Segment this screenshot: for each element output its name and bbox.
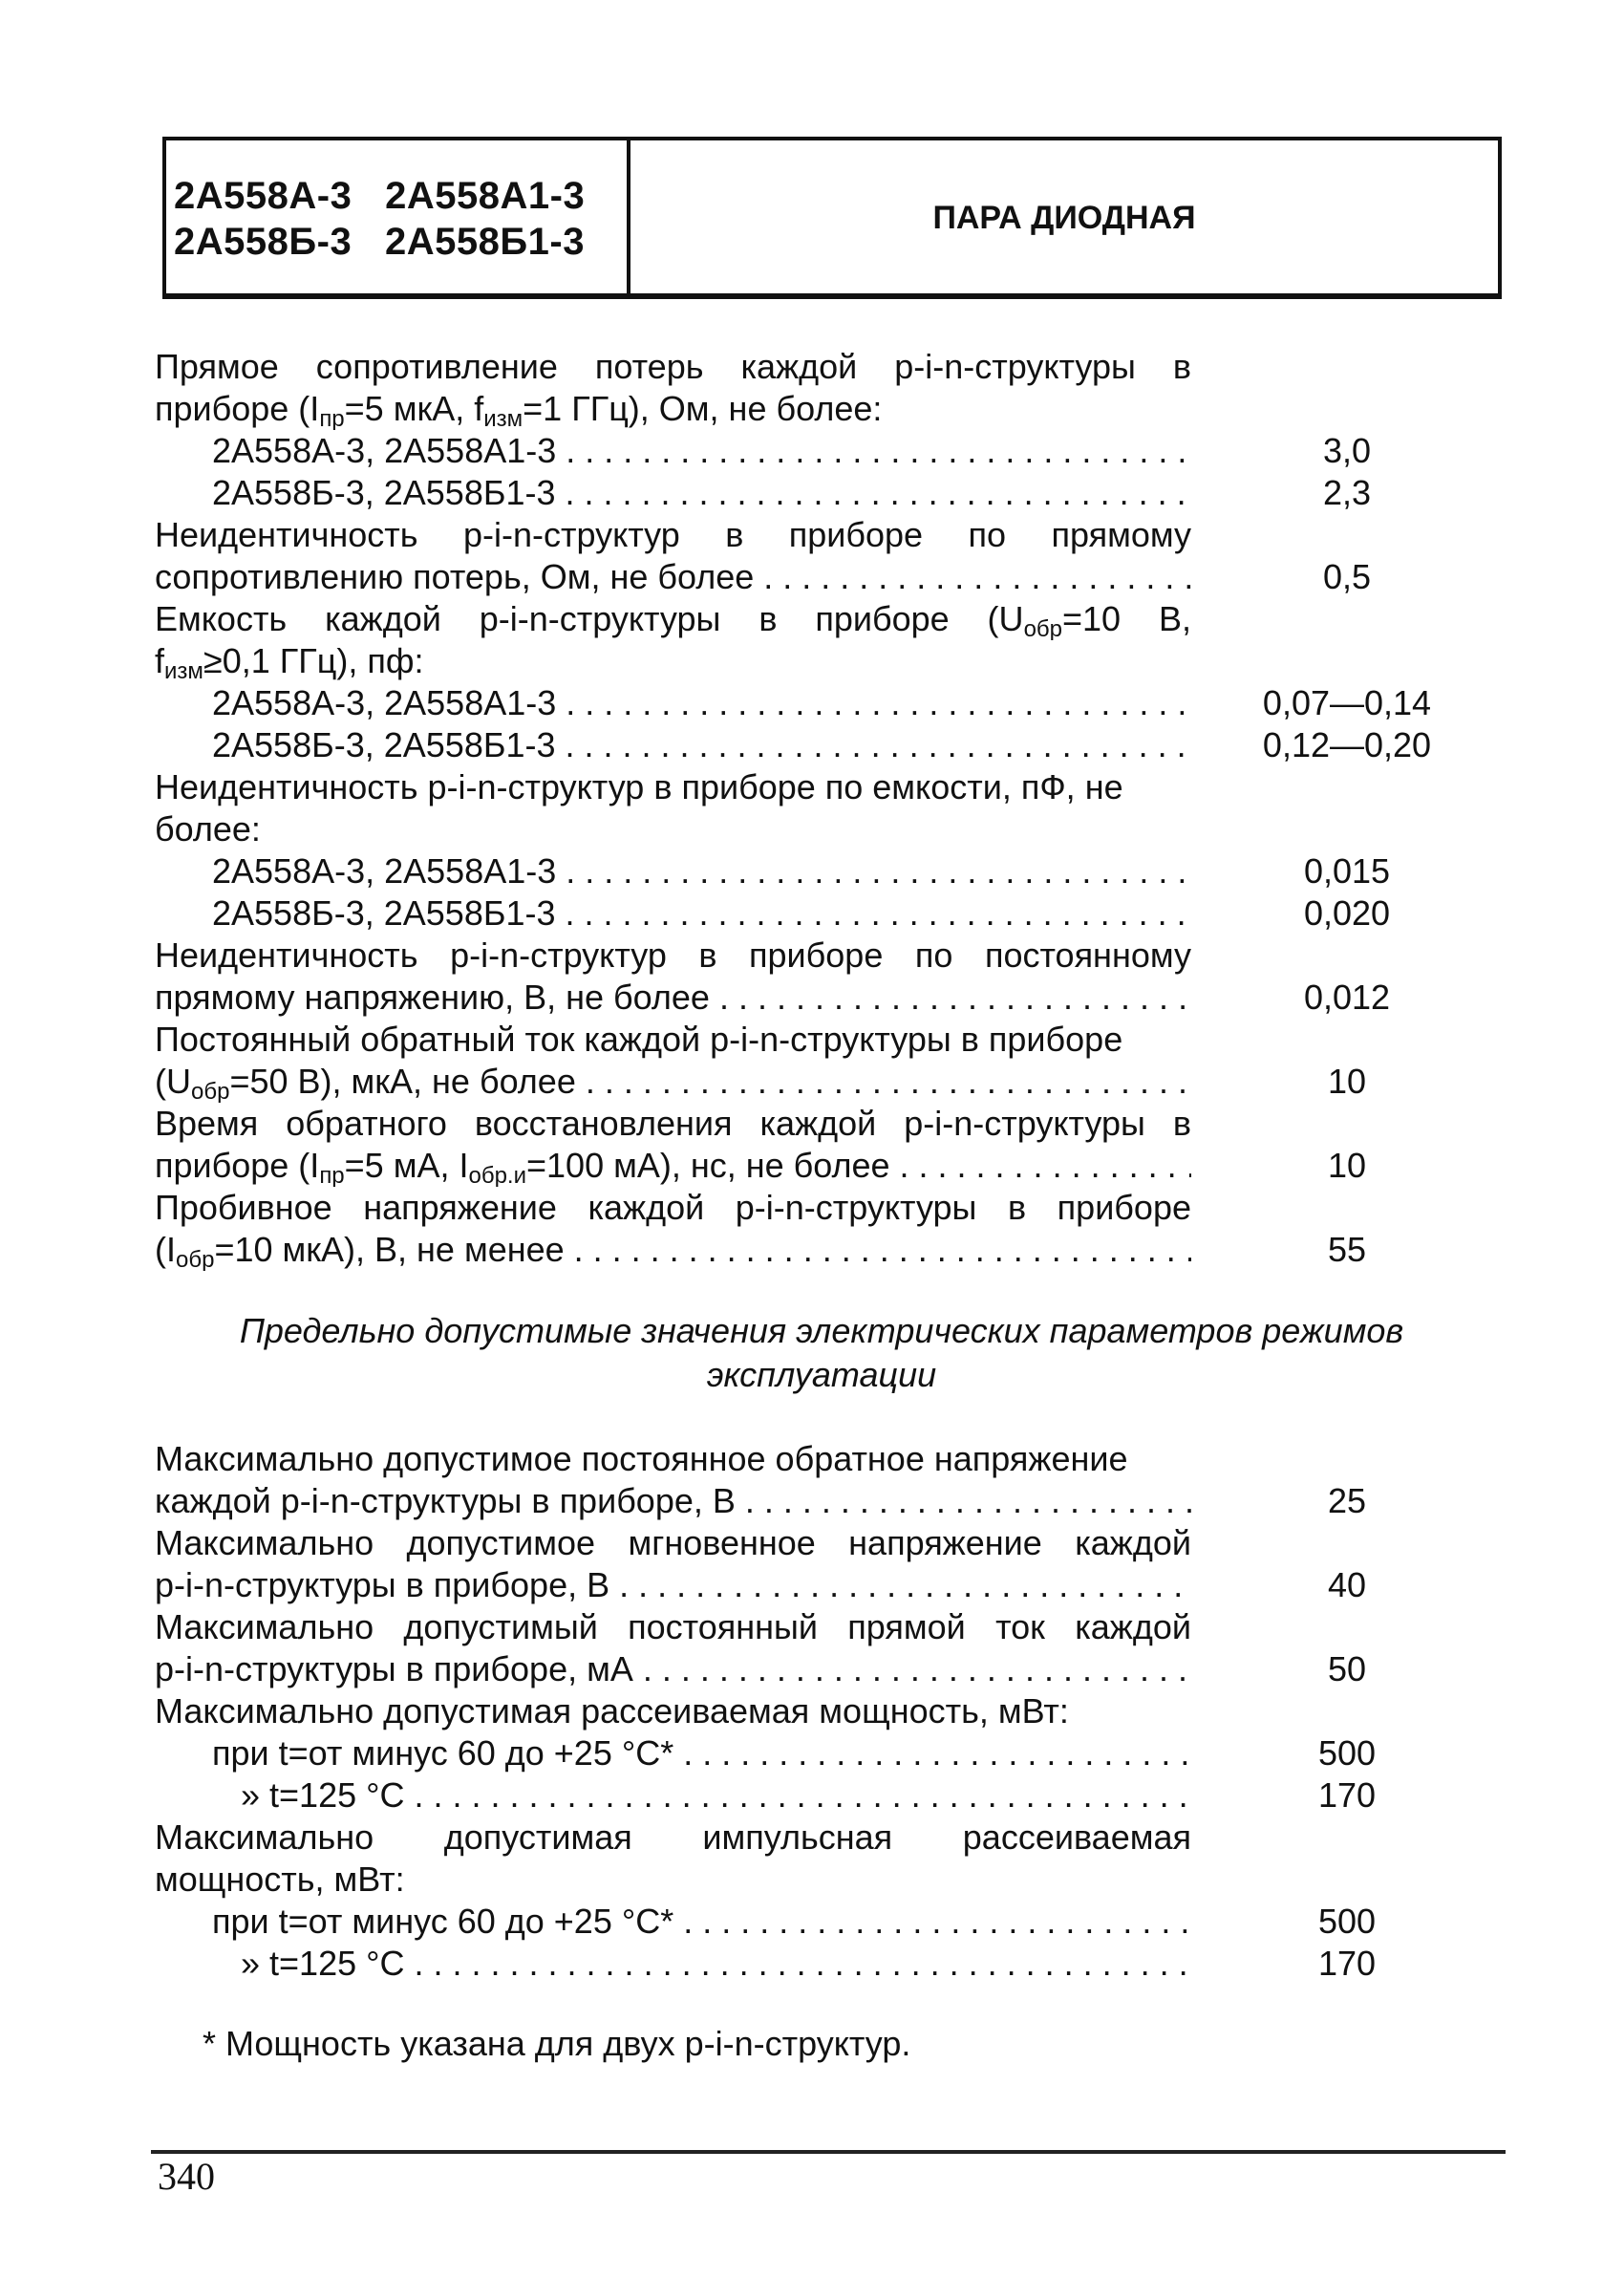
param-nonid-c-b-value: 0,020: [1303, 893, 1391, 933]
section-title-line-1: Предельно допустимые значения электрических параметров режимов: [239, 1311, 1404, 1350]
part-numbers-line-1: 2А558А-3 2А558А1-3: [174, 175, 586, 217]
param-r-loss-line-1: Прямое сопротивление потерь каждой p-i-n-структуры в: [155, 347, 1191, 386]
limit-p-imp-b-label: » t=125 °С . . .: [241, 1943, 1191, 1985]
limit-p-imp-a-label: при t=от минус 60 до +25 °С* . . .: [212, 1901, 1191, 1943]
param-nonid-c-a-value: 0,015: [1303, 851, 1391, 891]
param-nonid-u-line-1: Неидентичность p-i-n-структур в приборе по постоянному: [155, 935, 1191, 975]
param-nonid-u-line-2: прямому напряжению, В, не более . . .: [155, 977, 1191, 1019]
footnote: * Мощность указана для двух p-i-n-структур.: [203, 2024, 911, 2063]
section-title-line-2: эксплуатации: [706, 1355, 937, 1394]
limit-u-rev-value: 25: [1327, 1481, 1367, 1520]
param-r-loss-b-label: 2А558Б-3, 2А558Б1-3 . . .: [212, 472, 1191, 514]
limit-p-imp-line-1: Максимально допустимая импульсная рассеиваемая: [155, 1817, 1191, 1857]
param-cap-a-label: 2А558А-3, 2А558А1-3 . . .: [212, 682, 1191, 724]
param-nonid-r-value: 0,5: [1322, 557, 1372, 596]
limit-p-a-value: 500: [1317, 1733, 1377, 1773]
param-u-br-line-2: ($I_{обр}=10$ мкА), В, не менее . . .: [155, 1229, 1191, 1271]
param-cap-b-value: 0,12—0,20: [1262, 725, 1432, 764]
device-title: ПАРА ДИОДНАЯ: [932, 200, 1196, 236]
param-t-rec-value: 10: [1327, 1146, 1367, 1185]
param-u-br-line-1: Пробивное напряжение каждой p-i-n-структуры в приборе: [155, 1188, 1191, 1227]
param-i-rev-line-2: ($U_{обр}=50$ В), мкА, не более . . .: [155, 1061, 1191, 1103]
limit-u-inst-line-2: p-i-n-структуры в приборе, В . . .: [155, 1564, 1191, 1606]
param-cap-line-1: Емкость каждой p-i-n-структуры в приборе ($U_{обр}=10$ В,: [155, 599, 1191, 640]
footer-rule: [151, 2150, 1506, 2154]
limit-i-fwd-line-1: Максимально допустимый постоянный прямой ток каждой: [155, 1607, 1191, 1646]
limit-i-fwd-value: 50: [1327, 1649, 1367, 1688]
limit-p-imp-b-value: 170: [1317, 1944, 1377, 1983]
param-nonid-c-line-2: более:: [155, 809, 261, 849]
limit-p-imp-line-2: мощность, мВт:: [155, 1860, 405, 1899]
page-number: 340: [158, 2155, 215, 2198]
param-r-loss-a-value: 3,0: [1322, 431, 1372, 470]
limit-u-inst-line-1: Максимально допустимое мгновенное напряжение каждой: [155, 1523, 1191, 1562]
param-t-rec-line-2: приборе ($I_{пр}=5$ мА, $I_{обр.и}=100$ мА), нс, не более . . .: [155, 1145, 1191, 1187]
part-numbers-line-2: 2А558Б-3 2А558Б1-3: [174, 221, 585, 263]
param-i-rev-line-1: Постоянный обратный ток каждой p-i-n-структуры в приборе: [155, 1020, 1123, 1059]
param-nonid-r-line-2: сопротивлению потерь, Ом, не более . . .: [155, 556, 1191, 598]
limit-p-line-1: Максимально допустимая рассеиваемая мощность, мВт:: [155, 1691, 1069, 1731]
limit-p-a-label: при t=от минус 60 до +25 °С* . . .: [212, 1732, 1191, 1774]
limit-u-rev-line-2: каждой p-i-n-структуры в приборе, В . . .: [155, 1480, 1191, 1522]
param-cap-line-2: $f_{изм}\ge 0,1$ ГГц), пф:: [155, 641, 424, 682]
param-nonid-c-b-label: 2А558Б-3, 2А558Б1-3 . . .: [212, 892, 1191, 935]
param-u-br-value: 55: [1327, 1230, 1367, 1269]
param-nonid-u-value: 0,012: [1303, 978, 1391, 1017]
limit-p-imp-a-value: 500: [1317, 1902, 1377, 1941]
param-t-rec-line-1: Время обратного восстановления каждой p-i-n-структуры в: [155, 1104, 1191, 1143]
limit-i-fwd-line-2: p-i-n-структуры в приборе, мА . . .: [155, 1648, 1191, 1690]
header-box: [162, 137, 1502, 299]
param-r-loss-line-2: приборе ($I_{пр}=5$ мкА, $f_{изм}=1$ ГГц), Ом, не более:: [155, 389, 883, 430]
limit-u-rev-line-1: Максимально допустимое постоянное обратное напряжение: [155, 1439, 1128, 1478]
limit-u-inst-value: 40: [1327, 1565, 1367, 1604]
param-cap-b-label: 2А558Б-3, 2А558Б1-3 . . .: [212, 724, 1191, 766]
limit-p-b-value: 170: [1317, 1775, 1377, 1815]
param-i-rev-value: 10: [1327, 1062, 1367, 1101]
param-nonid-r-line-1: Неидентичность p-i-n-структур в приборе по прямому: [155, 515, 1191, 554]
param-nonid-c-line-1: Неидентичность p-i-n-структур в приборе по емкости, пФ, не: [155, 767, 1123, 806]
param-r-loss-a-label: 2А558А-3, 2А558А1-3 . . .: [212, 430, 1191, 472]
param-cap-a-value: 0,07—0,14: [1262, 683, 1432, 722]
param-nonid-c-a-label: 2А558А-3, 2А558А1-3 . . .: [212, 850, 1191, 892]
param-r-loss-b-value: 2,3: [1322, 473, 1372, 512]
limit-p-b-label: » t=125 °С . . .: [241, 1774, 1191, 1817]
